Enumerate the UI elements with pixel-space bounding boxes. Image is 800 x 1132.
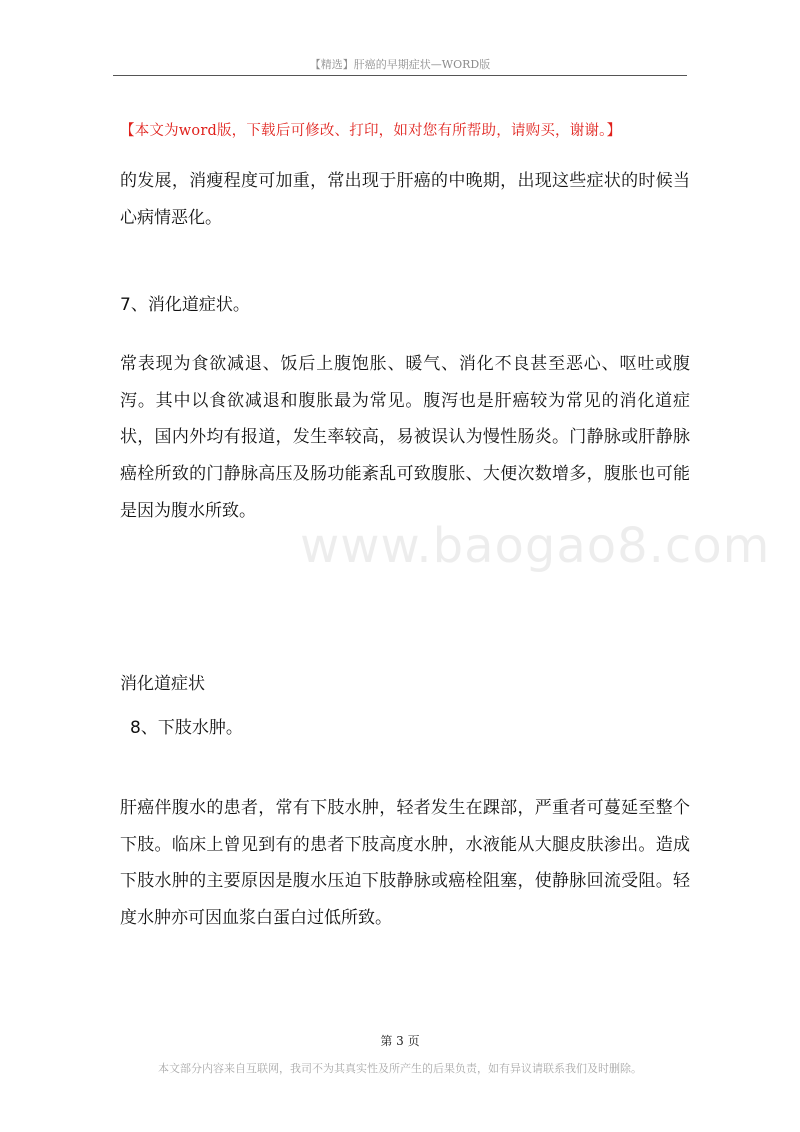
paragraph-lower-limb-edema: 肝癌伴腹水的患者，常有下肢水肿，轻者发生在踝部，严重者可蔓延至整个下肢。临床上曾见到有的患者下肢高度水肿，水液能从大腿皮肤渗出。造成下肢水肿的主要原因是腹水压迫下肢静脉或癌栓阻塞，使静脉回流受阻。轻度水肿亦可因血浆白蛋白过低所致。 — [120, 798, 690, 929]
footer-disclaimer: 本文部分内容来自互联网，我司不为其真实性及所产生的后果负责，如有异议请联系我们及时删除。 — [158, 1062, 642, 1075]
purchase-notice: 【本文为word版，下载后可修改、打印，如对您有所帮助，请购买，谢谢。】 — [120, 123, 622, 139]
section-heading-lower-limb-edema: 8、下肢水肿。 — [130, 718, 243, 738]
paragraph-digestive-symptoms: 常表现为食欲减退、饭后上腹饱胀、暖气、消化不良甚至恶心、呕吐或腹泻。其中以食欲减退和腹胀最为常见。腹泻也是肝癌较为常见的消化道症状，国内外均有报道，发生率较高，易被误认为慢性肠炎。门静脉或肝静脉癌栓所致的门静脉高压及肠功能紊乱可致腹胀、大便次数增多，腹胀也可能是因为腹水所致。 — [120, 354, 690, 521]
header-divider — [113, 75, 687, 76]
watermark-text: www.baogao8.com — [300, 518, 771, 574]
caption-digestive-symptoms: 消化道症状 — [120, 674, 205, 694]
paragraph-weight-loss-continued: 的发展，消瘦程度可加重，常出现于肝癌的中晚期，出现这些症状的时候当心病情恶化。 — [120, 171, 690, 228]
page-header-title: 【精选】肝癌的早期症状—WORD版 — [309, 58, 491, 71]
page-number: 第 3 页 — [380, 1034, 420, 1048]
section-heading-digestive-symptoms: 7、消化道症状。 — [120, 295, 250, 315]
